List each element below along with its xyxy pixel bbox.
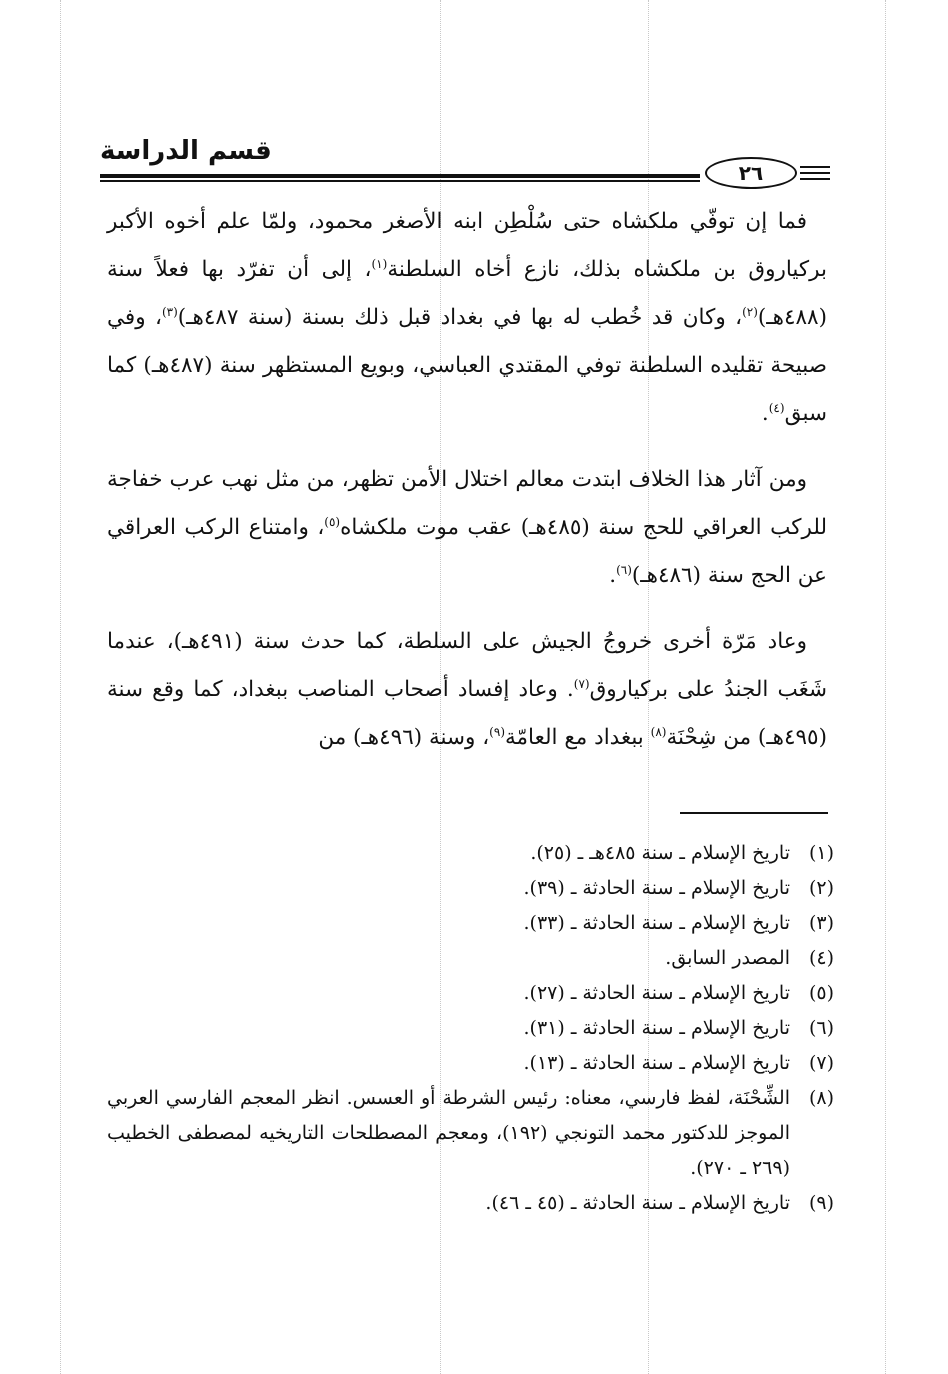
- footnote-ref[interactable]: (٥): [324, 514, 341, 529]
- text-run: . وعاد إفساد أصحاب المناصب ببغداد، كما وقع سنة (٤٩٥هـ) من شِحْنَة: [107, 677, 827, 750]
- footnote-ref[interactable]: (٤): [768, 400, 785, 415]
- text-run: ، وامتناع الركب العراقي عن الحج سنة (٤٨٦هـ): [107, 515, 827, 588]
- scan-artifact-line: [885, 0, 886, 1374]
- page-header: [100, 130, 830, 188]
- footnote-text: المصدر السابق.: [665, 947, 790, 969]
- text-run: ببغداد مع العامّة: [505, 725, 651, 750]
- footnote-item: [107, 1011, 834, 1046]
- footnote-item: [107, 871, 834, 906]
- text-run: ومن آثار هذا الخلاف ابتدت معالم اختلال الأمن تظهر، من مثل نهب عرب خفاجة للركب العراقي للحج سنة (٤٨٥هـ) عقب موت ملكشاه: [107, 467, 827, 540]
- footnote-number: (١): [808, 842, 834, 864]
- footnote-ref[interactable]: (٩): [489, 724, 505, 739]
- footnote-separator: [680, 812, 828, 814]
- text-run: ، إلى أن تفرّد بها فعلاً سنة (٤٨٨هـ): [107, 257, 827, 330]
- footnote-item: [107, 1081, 834, 1186]
- footnote-text: تاريخ الإسلام ـ سنة الحادثة ـ (٣٩).: [523, 877, 790, 899]
- paragraph: [107, 618, 827, 762]
- header-rule: [100, 174, 700, 178]
- footnote-number: (٥): [808, 982, 834, 1004]
- footnote-number: (٦): [808, 1017, 834, 1039]
- footnote-item: [107, 976, 834, 1011]
- text-run: ، وكان قد خُطب له بها في بغداد قبل ذلك بسنة (سنة ٤٨٧هـ): [177, 305, 743, 330]
- footnote-ref[interactable]: (٧): [573, 676, 590, 691]
- footnote-number: (٧): [808, 1052, 834, 1074]
- text-run: ، وفي صبيحة تقليده السلطنة توفي المقتدي العباسي، وبويع المستظهر سنة (٤٨٧هـ) كما سبق: [107, 305, 827, 426]
- paragraph: [107, 456, 827, 600]
- footnote-item: [107, 836, 834, 871]
- footnote-item: [107, 906, 834, 941]
- footnote-number: (٢): [808, 877, 834, 899]
- footnote-ref[interactable]: (٦): [616, 562, 632, 577]
- footnote-ref[interactable]: (٢): [742, 304, 758, 319]
- text-run: فما إن توفّي ملكشاه حتى سُلْطِن ابنه الأصغر محمود، ولمّا علم أخوه الأكبر بركياروق بن ملكشاه بذلك، نازع أخاه السلطنة: [107, 209, 827, 282]
- footnote-item: [107, 1046, 834, 1081]
- page-number-ornament: [800, 178, 830, 180]
- text-run: وعاد مَرّة أخرى خروجُ الجيش على السلطة، كما حدث سنة (٤٩١هـ)، عندما شَغَب الجندُ على بركياروق: [107, 629, 827, 702]
- section-title: قسم الدراسة: [100, 136, 272, 166]
- footnote-text: تاريخ الإسلام ـ سنة الحادثة ـ (٤٥ ـ ٤٦).: [485, 1192, 790, 1214]
- paragraph: [107, 198, 827, 438]
- footnote-number: (٩): [808, 1192, 834, 1214]
- footnote-text: تاريخ الإسلام ـ سنة الحادثة ـ (٢٧).: [523, 982, 790, 1004]
- footnote-number: (٨): [808, 1087, 834, 1109]
- text-run: .: [761, 401, 769, 426]
- header-rule-thin: [100, 180, 700, 182]
- text-run: ، وسنة (٤٩٦هـ) من: [318, 725, 490, 750]
- page-number-ornament: [800, 166, 830, 168]
- footnote-text: تاريخ الإسلام ـ سنة الحادثة ـ (٣٣).: [523, 912, 790, 934]
- footnote-ref[interactable]: (١): [371, 256, 388, 271]
- footnote-text: تاريخ الإسلام ـ سنة الحادثة ـ (٣١).: [523, 1017, 790, 1039]
- footnote-ref[interactable]: (٣): [161, 304, 178, 319]
- footnote-text: تاريخ الإسلام ـ سنة ٤٨٥هـ ـ (٢٥).: [530, 842, 790, 864]
- footnote-ref[interactable]: (٨): [650, 724, 667, 739]
- main-text: [107, 198, 827, 780]
- scan-artifact-line: [60, 0, 61, 1374]
- page-number-ornament: [800, 172, 830, 174]
- text-run: .: [609, 563, 617, 588]
- footnote-number: (٣): [808, 912, 834, 934]
- footnote-item: [107, 941, 834, 976]
- page-number: ٢٦: [705, 157, 797, 189]
- footnote-text: الشِّحْنَة، لفظ فارسي، معناه: رئيس الشرطة أو العسس. انظر المعجم الفارسي العربي الموجز للدكتور محمد التونجي (١٩٢)، ومعجم المصطلحات التاريخيه لمصطفى الخطيب (٢٦٩ ـ ٢٧٠).: [107, 1087, 790, 1179]
- footnote-text: تاريخ الإسلام ـ سنة الحادثة ـ (١٣).: [523, 1052, 790, 1074]
- footnote-number: (٤): [808, 947, 834, 969]
- footnote-item: [107, 1186, 834, 1221]
- footnotes: [107, 836, 834, 1221]
